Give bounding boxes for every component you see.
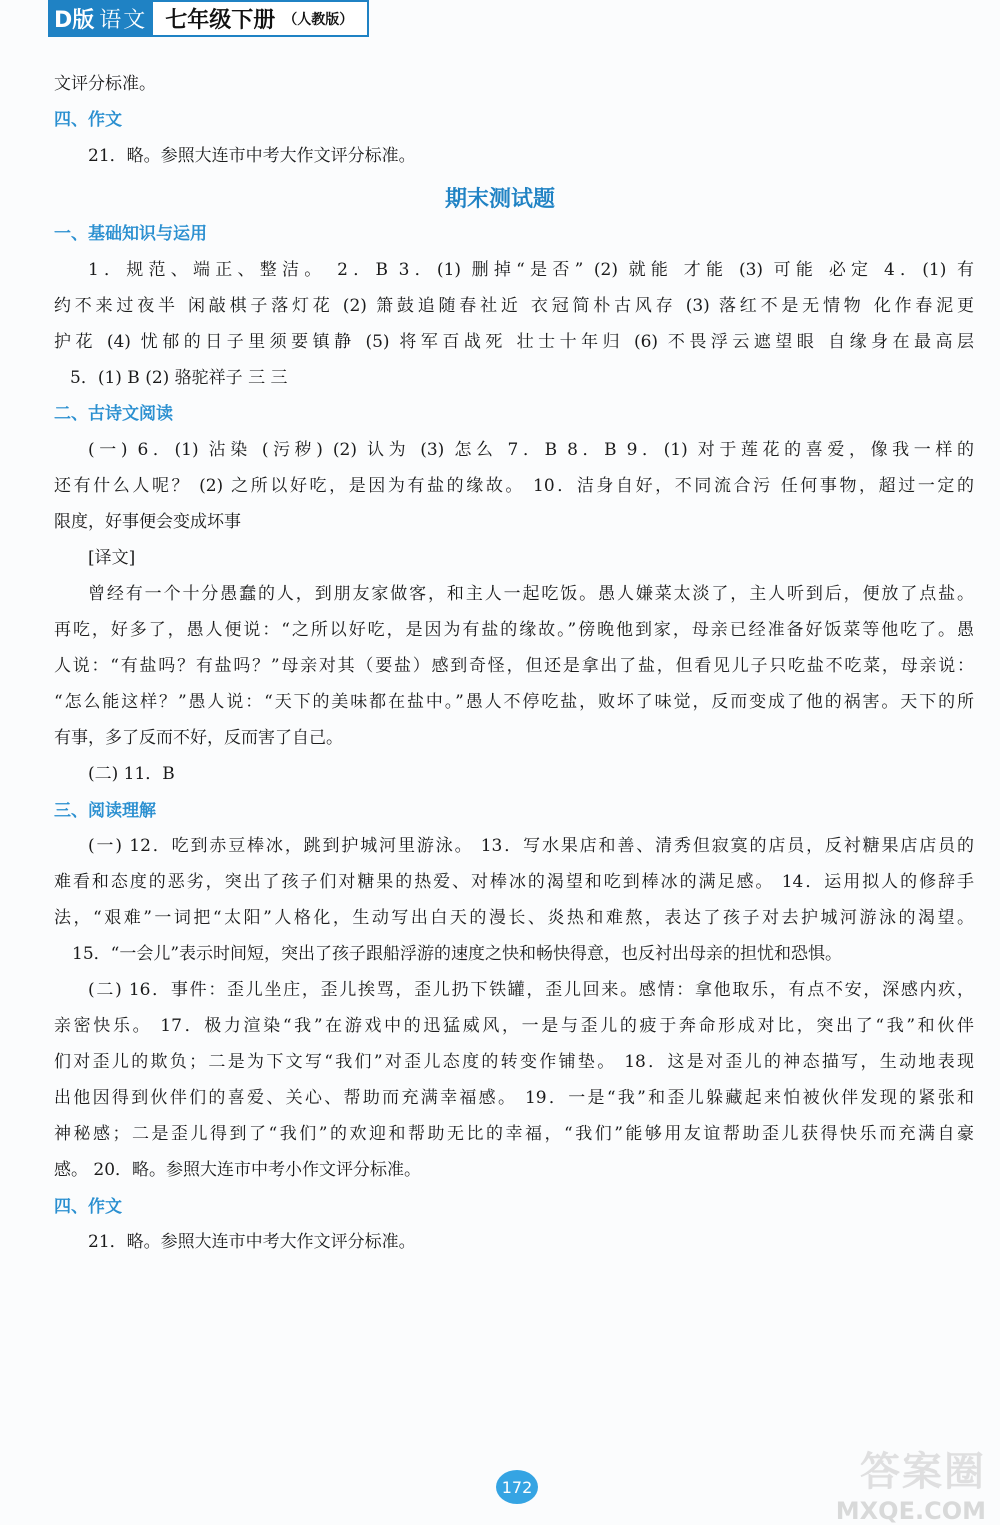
- text-line: 感。 20．略。参照大连市中考小作文评分标准。: [54, 1160, 422, 1180]
- text-line: 21．略。参照大连市中考大作文评分标准。: [88, 1232, 416, 1252]
- section-heading: 一、基础知识与运用: [54, 224, 207, 244]
- text-line: 21．略。参照大连市中考大作文评分标准。: [88, 146, 416, 166]
- text-line: 神秘感；二是歪儿得到了“我们”的欢迎和帮助无比的幸福，“我们”能够用友谊帮助歪儿获得快乐而充满自豪: [54, 1124, 974, 1144]
- watermark-top: 答案圈: [860, 1449, 986, 1495]
- text-line: 曾经有一个十分愚蠢的人，到朋友家做客，和主人一起吃饭。愚人嫌菜太淡了，主人听到后，便放了点盐。: [88, 584, 974, 604]
- text-line: 15．“一会儿”表示时间短，突出了孩子跟船浮游的速度之快和畅快得意，也反衬出母亲的担忧和恐惧。: [72, 944, 843, 964]
- publisher-label: （人教版）: [283, 11, 354, 28]
- edition-badge: [48, 0, 153, 37]
- section-heading: 二、古诗文阅读: [54, 404, 173, 424]
- section-heading: 四、作文: [54, 1197, 122, 1217]
- text-line: 有事，多了反而不好，反而害了自己。: [54, 728, 343, 748]
- text-line: (一) 6．(1) 沾染 (污秽) (2) 认为 (3) 怎么 7．B 8．B 9．(1) 对于莲花的喜爱，像我一样的: [88, 440, 974, 460]
- text-line: (二) 16．事件：歪儿坐庄，歪儿挨骂，歪儿扔下铁罐，歪儿回来。感情：拿他取乐，有点不安，深感内疚，: [88, 980, 974, 1000]
- text-line: 难看和态度的恶劣，突出了孩子们对糖果的热爱、对棒冰的渴望和吃到棒冰的满足感。 14．运用拟人的修辞手: [54, 872, 974, 892]
- page-title: 期末测试题: [444, 187, 555, 212]
- page-header: [48, 0, 369, 37]
- edition-label: D版: [54, 8, 95, 33]
- text-line: 法，“艰难”一词把“太阳”人格化，生动写出白天的漫长、炎热和难熬，表达了孩子对去护城河游泳的渴望。: [54, 908, 974, 928]
- text-line: 们对歪儿的欺负；二是为下文写“我们”对歪儿态度的转变作铺垫。 18．这是对歪儿的神态描写，生动地表现: [54, 1052, 974, 1072]
- text-line: [译文]: [88, 548, 136, 568]
- text-line: 文评分标准。: [54, 74, 156, 94]
- grade-label: 七年级下册: [165, 7, 276, 33]
- text-line: 护花 (4) 忧郁的日子里须要镇静 (5) 将军百战死 壮士十年归 (6) 不畏浮云遮望眼 自缘身在最高层: [54, 332, 974, 352]
- text-line: 约不来过夜半 闲敲棋子落灯花 (2) 箫鼓追随春社近 衣冠简朴古风存 (3) 落红不是无情物 化作春泥更: [54, 296, 974, 316]
- watermark-bottom: MXQE.COM: [835, 1497, 986, 1525]
- section-heading: 三、阅读理解: [54, 801, 156, 821]
- book-title-box: [153, 0, 369, 37]
- text-line: 5．(1) B (2) 骆驼祥子 三 三: [70, 368, 288, 388]
- text-line: 1．规范、端正、整洁。 2．B 3．(1) 删掉“是否” (2) 就能 才能 (3) 可能 必定 4．(1) 有: [88, 260, 974, 280]
- text-line: 出他因得到伙伴们的喜爱、关心、帮助而充满幸福感。 19．一是“我”和歪儿躲藏起来怕被伙伴发现的紧张和: [54, 1088, 974, 1108]
- text-line: (一) 12．吃到赤豆棒冰，跳到护城河里游泳。 13．写水果店和善、清秀但寂寞的店员，反衬糖果店店员的: [88, 836, 974, 856]
- text-line: 再吃，好多了，愚人便说：“之所以好吃，是因为有盐的缘故。”傍晚他到家，母亲已经准备好饭菜等他吃了。愚: [54, 620, 974, 640]
- section-heading: 四、作文: [54, 110, 122, 130]
- text-line: 限度，好事便会变成坏事: [54, 512, 241, 532]
- text-line: “怎么能这样？”愚人说：“天下的美味都在盐中。”愚人不停吃盐，败坏了味觉，反而变成了他的祸害。天下的所: [54, 692, 974, 712]
- text-line: 人说：“有盐吗？有盐吗？”母亲对其（要盐）感到奇怪，但还是拿出了盐，但看见儿子只吃盐不吃菜，母亲说：: [54, 656, 974, 676]
- subject-label: 语文: [99, 8, 148, 33]
- text-line: 还有什么人呢？ (2) 之所以好吃，是因为有盐的缘故。 10．洁身自好，不同流合污 任何事物，超过一定的: [54, 476, 974, 496]
- text-line: 亲密快乐。 17．极力渲染“我”在游戏中的迅猛威风，一是与歪儿的疲于奔命形成对比，突出了“我”和伙伴: [54, 1016, 974, 1036]
- page-number-badge: [496, 1470, 538, 1504]
- page-number: 172: [501, 1477, 533, 1497]
- watermark-logo: [796, 1440, 986, 1525]
- text-line: (二) 11．B: [88, 764, 175, 784]
